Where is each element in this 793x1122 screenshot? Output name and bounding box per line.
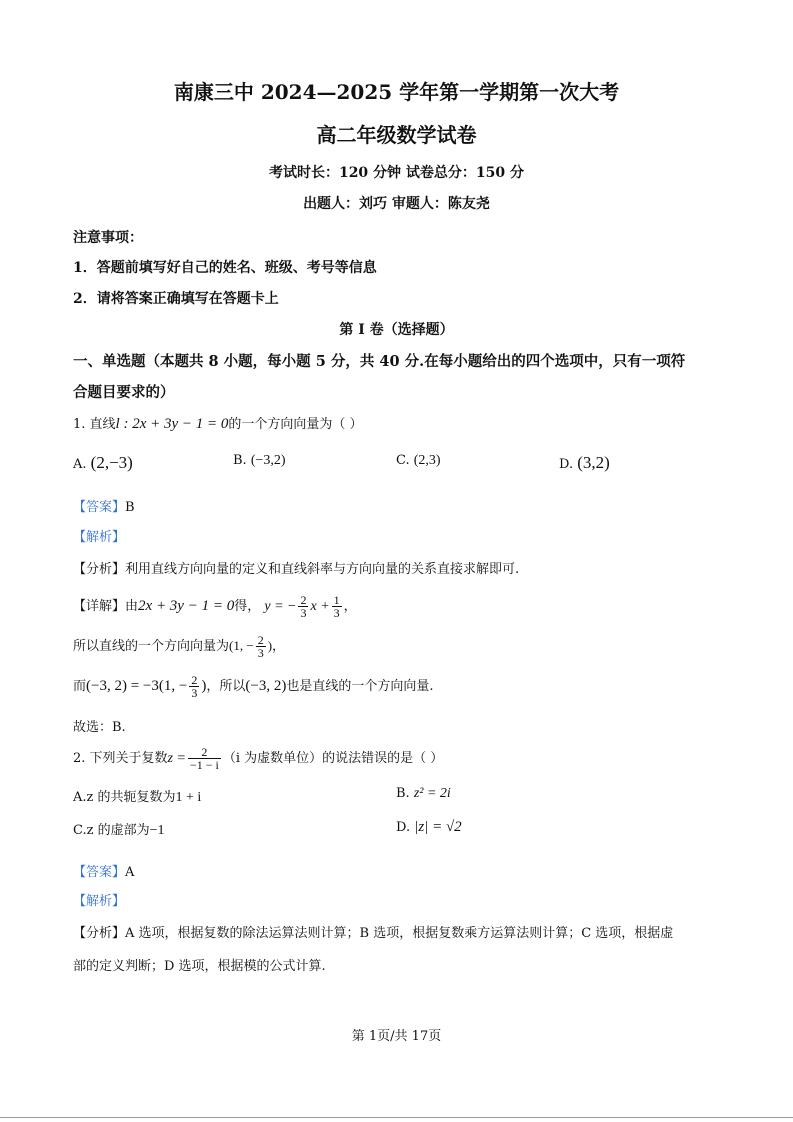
question-1 bbox=[73, 413, 363, 433]
q2-answer-value: A bbox=[125, 865, 135, 880]
exam-subtitle: 高二年级数学试卷 bbox=[316, 123, 477, 147]
answer-tag: 【答案】 bbox=[73, 865, 126, 880]
q1-option-c: C. (2,3) bbox=[396, 453, 441, 468]
q1-line3: 而(−3, 2) = −3(1, − $\frac{2}{3}$ )，所以(−3, 2)也是直线的一个方向向量. bbox=[73, 673, 434, 700]
q2-option-d: D. |z| = √2 bbox=[396, 819, 462, 835]
answer-tag: 【答案】 bbox=[73, 500, 126, 515]
question-2: 2. 下列关于复数z = $\frac{2}{-1 - i}$ （i 为虚数单位）的说法错误的是（ ） bbox=[73, 745, 444, 772]
q2-answer bbox=[73, 861, 134, 880]
q1-answer bbox=[73, 496, 135, 515]
q2-option-a: A.z 的共轭复数为1 + i bbox=[73, 790, 202, 805]
exam-title: 南康三中 2024—2025 学年第一学期第一次大考 bbox=[173, 80, 620, 104]
q2-analysis-tag: 【解析】 bbox=[73, 894, 126, 909]
q2-fenxi-line2: 部的定义判断；D 选项，根据模的公式计算. bbox=[73, 959, 326, 974]
exam-authors: 出题人：刘巧 审题人：陈友尧 bbox=[303, 196, 490, 212]
q1-suffix: 的一个方向向量为（ ） bbox=[228, 417, 363, 432]
q1-xiangjie: 【详解】由2x + 3y − 1 = 0得， y = − $\frac{2}{3}$ x + $\frac{1}{3}$ ， bbox=[73, 593, 357, 620]
page-number: 第 1页/共 17页 bbox=[351, 1029, 442, 1044]
q2-option-b: B. z² = 2i bbox=[396, 786, 451, 801]
q1-option-d: D. (3,2) bbox=[559, 453, 610, 472]
q1-line2: 所以直线的一个方向向量为(1, − $\frac{2}{3}$ )， bbox=[73, 633, 286, 660]
notice-heading: 注意事项： bbox=[73, 230, 143, 246]
notice-item-2: 2．请将答案正确填写在答题卡上 bbox=[73, 291, 279, 307]
q1-analysis-tag: 【解析】 bbox=[73, 530, 126, 545]
q1-conclusion: 故选：B. bbox=[73, 720, 126, 735]
volume-heading: 第 I 卷（选择题） bbox=[339, 322, 454, 338]
exam-info: 考试时长：120 分钟 试卷总分：150 分 bbox=[268, 165, 525, 181]
q1-line-equation: l : 2x + 3y − 1 = 0 bbox=[115, 416, 229, 432]
q1-answer-value: B bbox=[125, 500, 135, 515]
q2-option-c: C.z 的虚部为−1 bbox=[73, 823, 165, 838]
q1-prefix: 1. 直线 bbox=[73, 417, 116, 432]
part-heading-line1: 一、单选题（本题共 8 小题，每小题 5 分，共 40 分.在每小题给出的四个选项中，只有一项符 bbox=[73, 353, 686, 370]
q1-option-b: B. (−3,2) bbox=[233, 453, 286, 468]
notice-item-1: 1．答题前填写好自己的姓名、班级、考号等信息 bbox=[73, 260, 377, 276]
q1-fenxi: 【分析】利用直线方向向量的定义和直线斜率与方向向量的关系直接求解即可. bbox=[73, 562, 520, 577]
part-heading-line2: 合题目要求的） bbox=[73, 384, 175, 401]
page-bottom-divider bbox=[0, 1117, 793, 1118]
q1-option-a: A. (2,−3) bbox=[73, 453, 133, 472]
q2-fenxi-line1: 【分析】A 选项，根据复数的除法运算法则计算；B 选项，根据复数乘方运算法则计算；C 选项，根据虚 bbox=[73, 926, 674, 941]
